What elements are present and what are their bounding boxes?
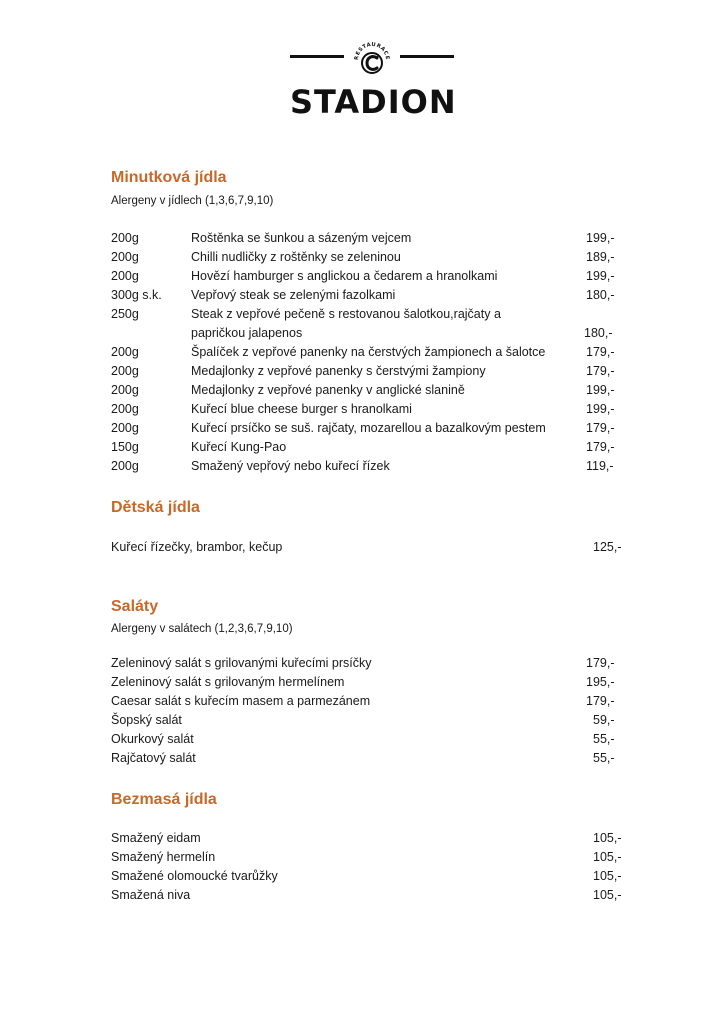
menu-item bbox=[111, 229, 631, 248]
menu-item bbox=[111, 829, 631, 848]
item-price: 179,- bbox=[586, 364, 615, 378]
item-price: 59,- bbox=[593, 713, 615, 727]
item-weight: 250g bbox=[111, 307, 139, 321]
menu-item bbox=[111, 848, 631, 867]
item-price: 105,- bbox=[593, 831, 622, 845]
item-price: 179,- bbox=[586, 656, 615, 670]
item-name: Špalíček z vepřové panenky na čerstvých žampionech a šalotce bbox=[191, 345, 546, 359]
item-weight: 200g bbox=[111, 345, 139, 359]
item-weight: 200g bbox=[111, 459, 139, 473]
menu-item bbox=[111, 673, 631, 692]
section-title-minutkova: Minutková jídla bbox=[111, 169, 227, 186]
item-price: 199,- bbox=[586, 383, 615, 397]
item-name: Medajlonky z vepřové panenky s čerstvými žampiony bbox=[191, 364, 486, 378]
item-name: Kuřecí Kung-Pao bbox=[191, 440, 287, 454]
item-name: Smažený eidam bbox=[111, 831, 201, 845]
allergens-salaty: Alergeny v salátech (1,2,3,6,7,9,10) bbox=[111, 623, 293, 635]
menu-item bbox=[111, 286, 631, 305]
item-price: 105,- bbox=[593, 869, 622, 883]
menu-item bbox=[111, 248, 631, 267]
item-name: Kuřecí prsíčko se suš. rajčaty, mozarellou a bazalkovým pestem bbox=[191, 421, 546, 435]
item-name: Zeleninový salát s grilovaným hermelínem bbox=[111, 675, 345, 689]
item-price: 179,- bbox=[586, 345, 615, 359]
section-title-detska: Dětská jídla bbox=[111, 499, 200, 516]
item-price: 55,- bbox=[593, 751, 615, 765]
menu-item bbox=[111, 362, 631, 381]
item-name: Smažený hermelín bbox=[111, 850, 216, 864]
item-name: Okurkový salát bbox=[111, 732, 194, 746]
item-name: Zeleninový salát s grilovanými kuřecími prsíčky bbox=[111, 656, 372, 670]
item-weight: 300g s.k. bbox=[111, 288, 162, 302]
item-weight: 200g bbox=[111, 383, 139, 397]
item-price: 105,- bbox=[593, 888, 622, 902]
menu-item bbox=[111, 730, 631, 749]
item-name: Smažené olomoucké tvarůžky bbox=[111, 869, 278, 883]
item-name: Smažená niva bbox=[111, 888, 191, 902]
item-name: Rajčatový salát bbox=[111, 751, 196, 765]
item-price: 119,- bbox=[586, 459, 614, 473]
menu-item bbox=[111, 343, 631, 362]
item-name-continuation: papričkou jalapenos bbox=[191, 326, 303, 340]
section-title-bezmasa: Bezmasá jídla bbox=[111, 791, 217, 808]
menu-item bbox=[111, 400, 631, 419]
menu-item bbox=[111, 654, 631, 673]
menu-item-continuation bbox=[111, 324, 631, 343]
item-name: Smažený vepřový nebo kuřecí řízek bbox=[191, 459, 390, 473]
dragon-c-emblem-icon bbox=[352, 36, 392, 76]
item-price: 195,- bbox=[586, 675, 615, 689]
item-name: Kuřecí blue cheese burger s hranolkami bbox=[191, 402, 412, 416]
item-weight: 200g bbox=[111, 421, 139, 435]
menu-item bbox=[111, 305, 631, 324]
menu-item bbox=[111, 438, 631, 457]
item-price: 179,- bbox=[586, 440, 615, 454]
item-price: 179,- bbox=[586, 421, 615, 435]
menu-item bbox=[111, 886, 631, 905]
item-name: Roštěnka se šunkou a sázeným vejcem bbox=[191, 231, 412, 245]
menu-item bbox=[111, 457, 631, 476]
item-weight: 200g bbox=[111, 402, 139, 416]
menu-item bbox=[111, 538, 631, 557]
item-name: Caesar salát s kuřecím masem a parmezánem bbox=[111, 694, 371, 708]
menu-item bbox=[111, 867, 631, 886]
section-title-salaty: Saláty bbox=[111, 598, 159, 615]
item-price: 199,- bbox=[586, 402, 615, 416]
menu-item bbox=[111, 419, 631, 438]
allergens-minutkova: Alergeny v jídlech (1,3,6,7,9,10) bbox=[111, 195, 274, 207]
item-name: Steak z vepřové pečeně s restovanou šalotkou,rajčaty a bbox=[191, 307, 501, 321]
item-name: Kuřecí řízečky, brambor, kečup bbox=[111, 540, 283, 554]
item-price: 105,- bbox=[593, 850, 622, 864]
menu-item bbox=[111, 267, 631, 286]
menu-item bbox=[111, 749, 631, 768]
item-price: 199,- bbox=[586, 269, 615, 283]
item-price: 189,- bbox=[586, 250, 615, 264]
menu-item bbox=[111, 711, 631, 730]
item-name: Medajlonky z vepřové panenky v anglické slanině bbox=[191, 383, 465, 397]
logo-left-bar bbox=[290, 55, 344, 58]
item-weight: 150g bbox=[111, 440, 139, 454]
item-price: 180,- bbox=[586, 288, 615, 302]
item-weight: 200g bbox=[111, 250, 139, 264]
item-name: Chilli nudličky z roštěnky se zeleninou bbox=[191, 250, 401, 264]
item-price: 55,- bbox=[593, 732, 615, 746]
item-weight: 200g bbox=[111, 231, 139, 245]
logo-wordmark: STADION bbox=[290, 83, 457, 121]
item-weight: 200g bbox=[111, 269, 139, 283]
menu-item bbox=[111, 381, 631, 400]
item-price: 199,- bbox=[586, 231, 615, 245]
item-name: Hovězí hamburger s anglickou a čedarem a hranolkami bbox=[191, 269, 498, 283]
item-name: Vepřový steak se zelenými fazolkami bbox=[191, 288, 396, 302]
item-weight: 200g bbox=[111, 364, 139, 378]
item-price: 180,- bbox=[584, 326, 613, 340]
item-name: Šopský salát bbox=[111, 713, 182, 727]
item-price: 179,- bbox=[586, 694, 615, 708]
logo-arc-text: RESTAURACE bbox=[353, 41, 391, 61]
restaurant-logo bbox=[290, 20, 457, 121]
menu-item bbox=[111, 692, 631, 711]
logo-right-bar bbox=[400, 55, 454, 58]
item-price: 125,- bbox=[593, 540, 622, 554]
